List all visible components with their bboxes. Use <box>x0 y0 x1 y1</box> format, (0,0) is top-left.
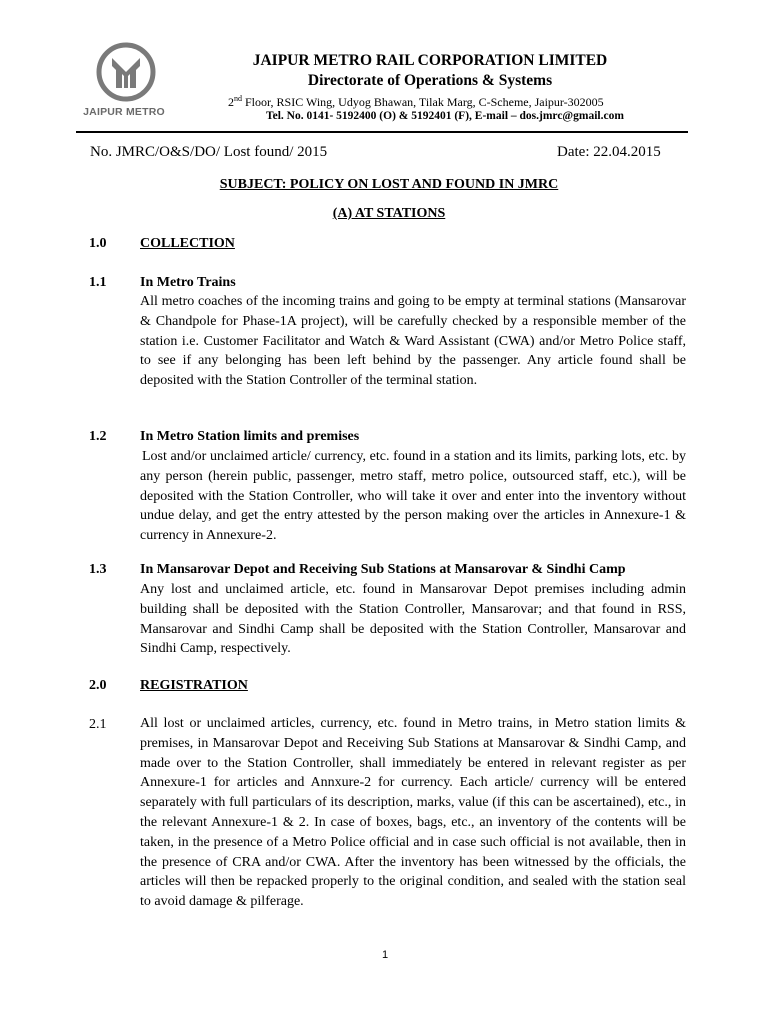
organization-name: JAIPUR METRO RAIL CORPORATION LIMITED <box>252 52 608 69</box>
section-body: All lost or unclaimed articles, currency, etc. found in Metro trains, in Metro station limits & premises, in Mansarovar Depot and Receiving Sub Stations at Mansarovar & Sindhi Camp, and made over to the Station Controller, shall immediately be entered in relevant register as per Annexure-1 for articles and Annxure-2 for currency. Each article/ currency will be entered separately with full particulars of its description, marks, value (if this can be ascertained), etc., in the relevant Annexure-1 & 2. In case of boxes, bags, etc., an inventory of the contents will be taken, in the presence of a Metro Police official and in case such official is not available, then in the presence of CRA and/or CWA. After the inventory has been witnessed by the officials, the articles will then be repacked properly to the original condition, and sealed with the station seal to avoid damage & pilferage. <box>140 716 686 910</box>
section-title: COLLECTION <box>140 236 235 251</box>
jaipur-metro-logo <box>78 40 170 122</box>
section-body: Lost and/or unclaimed article/ currency, etc. found in a station and its limits, parking lots, etc. by any person (herein public, passenger, metro staff, metro police, outsourced staff, etc.), will be deposited with the Station Controller, who will take it over and enter into the inventory without undue delay, and get the entry attested by the person making over the articles in Annexure-1 & currency in Annexure-2. <box>140 449 686 544</box>
section-body: All metro coaches of the incoming trains and going to be empty at terminal stations (Mansarovar & Chandpole for Phase-1A project), will be carefully checked by a responsible member of the station i.e. Customer Facilitator and Watch & Ward Assistant (CWA) and/or Metro Police staff, to see if any belonging has been left behind by the passenger. Any article found shall be deposited with the Station Controller of the terminal station. <box>140 294 686 389</box>
directorate-name: Directorate of Operations & Systems <box>307 72 553 89</box>
address-floor-suffix: nd <box>234 94 242 103</box>
address-text: Floor, RSIC Wing, Udyog Bhawan, Tilak Marg, C-Scheme, Jaipur-302005 <box>242 95 604 109</box>
section-number: 1.0 <box>89 236 107 251</box>
section-number: 1.2 <box>89 429 107 444</box>
logo-wordmark: JAIPUR METRO <box>83 106 165 118</box>
contact-line: Tel. No. 0141- 5192400 (O) & 5192401 (F), E-mail – dos.jmrc@gmail.com <box>266 110 624 122</box>
section-number: 1.1 <box>89 275 107 290</box>
address-floor-number: 2 <box>228 95 234 109</box>
section-number: 2.0 <box>89 678 107 693</box>
section-number: 1.3 <box>89 562 107 577</box>
part-heading: (A) AT STATIONS <box>332 206 446 221</box>
subject-heading: SUBJECT: POLICY ON LOST AND FOUND IN JMRC <box>219 177 559 192</box>
section-title: In Metro Station limits and premises <box>140 429 360 444</box>
document-date: Date: 22.04.2015 <box>557 144 661 160</box>
reference-number: No. JMRC/O&S/DO/ Lost found/ 2015 <box>90 144 328 160</box>
section-title: REGISTRATION <box>140 678 248 693</box>
metro-emblem-icon <box>78 40 170 106</box>
section-number: 2.1 <box>89 717 107 732</box>
section-title: In Metro Trains <box>140 275 236 290</box>
page-number: 1 <box>381 949 389 961</box>
section-title: In Mansarovar Depot and Receiving Sub Stations at Mansarovar & Sindhi Camp <box>140 562 626 577</box>
address-line <box>228 94 604 110</box>
section-body: Any lost and unclaimed article, etc. found in Mansarovar Depot premises including admin building shall be deposited with the Station Controller, Mansarovar; and that found in RSS, Mansarovar and Sindhi Camp shall be deposited with the Station Controller, Mansarovar and Sindhi Camp, respectively. <box>140 582 686 657</box>
header-divider <box>76 131 688 133</box>
